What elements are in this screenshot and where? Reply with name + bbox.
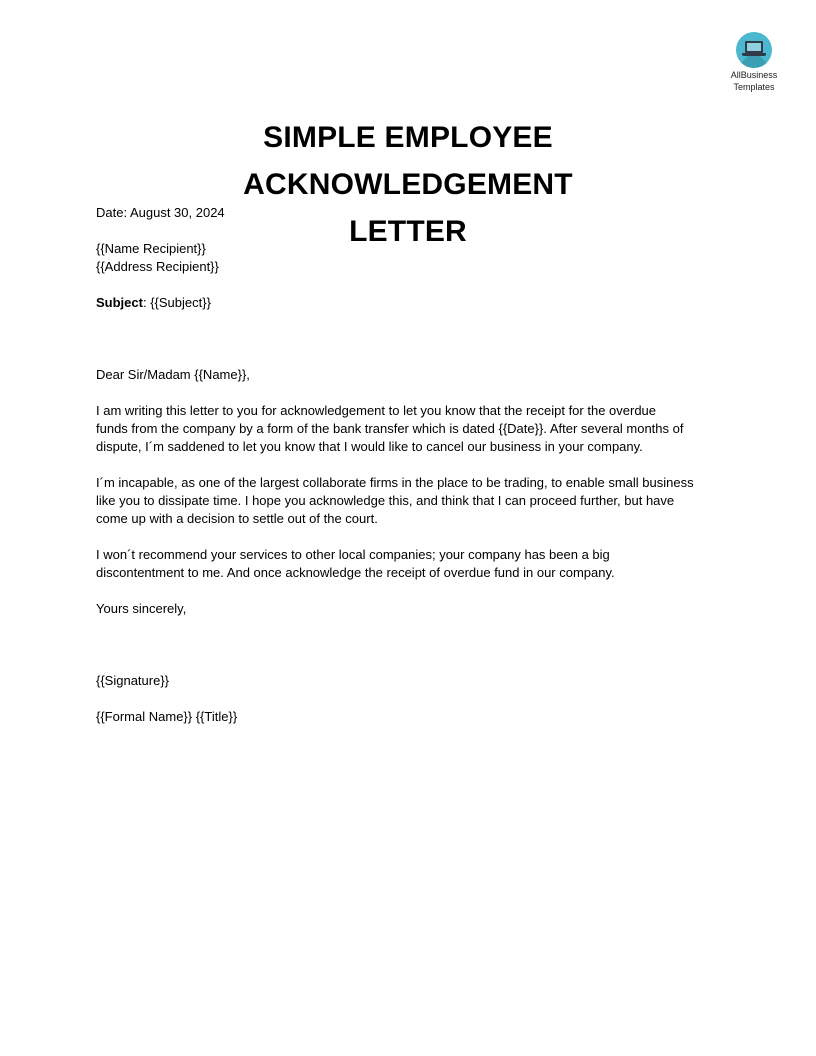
logo-text-line1: AllBusiness	[730, 70, 778, 80]
letter-body	[96, 204, 720, 726]
paragraph-line: discontentment to me. And once acknowledge the receipt of overdue fund in our company.	[96, 565, 615, 580]
closing: Yours sincerely,	[96, 601, 187, 616]
formal-name-title: {{Formal Name}} {{Title}}	[96, 709, 238, 724]
letter-date: Date: August 30, 2024	[96, 205, 225, 220]
paragraph-1	[96, 402, 720, 456]
salutation: Dear Sir/Madam {{Name}},	[96, 367, 250, 382]
paragraph-2	[96, 474, 720, 528]
title-line-2: LETTER	[349, 215, 467, 248]
paragraph-line: come up with a decision to settle out of the court.	[96, 511, 378, 526]
paragraph-3	[96, 546, 720, 582]
paragraph-line: I´m incapable, as one of the largest collaborate firms in the place to be trading, to enable small business	[96, 475, 694, 490]
paragraph-line: I won´t recommend your services to other local companies; your company has been a big	[96, 547, 610, 562]
recipient-address: {{Address Recipient}}	[96, 259, 219, 274]
paragraph-line: dispute, I´m saddened to let you know that I would like to cancel our business in your company.	[96, 439, 643, 454]
recipient-name: {{Name Recipient}}	[96, 241, 206, 256]
title-line-1: SIMPLE EMPLOYEE ACKNOWLEDGEMENT	[243, 121, 573, 201]
paragraph-line: like you to dissipate time. I hope you acknowledge this, and think that I can proceed further, but have	[96, 493, 675, 508]
paragraph-line: I am writing this letter to you for acknowledgement to let you know that the receipt for the overdue	[96, 403, 657, 418]
subject-line	[96, 294, 720, 312]
subject-label: Subject	[96, 295, 143, 310]
subject-value: : {{Subject}}	[142, 295, 211, 310]
paragraph-line: funds from the company by a form of the bank transfer which is dated {{Date}}. After several months of	[96, 421, 684, 436]
logo-text-line2: Templates	[733, 82, 775, 92]
allbusiness-templates-logo	[726, 32, 782, 92]
signature-placeholder: {{Signature}}	[96, 673, 170, 688]
laptop-icon	[736, 32, 772, 68]
